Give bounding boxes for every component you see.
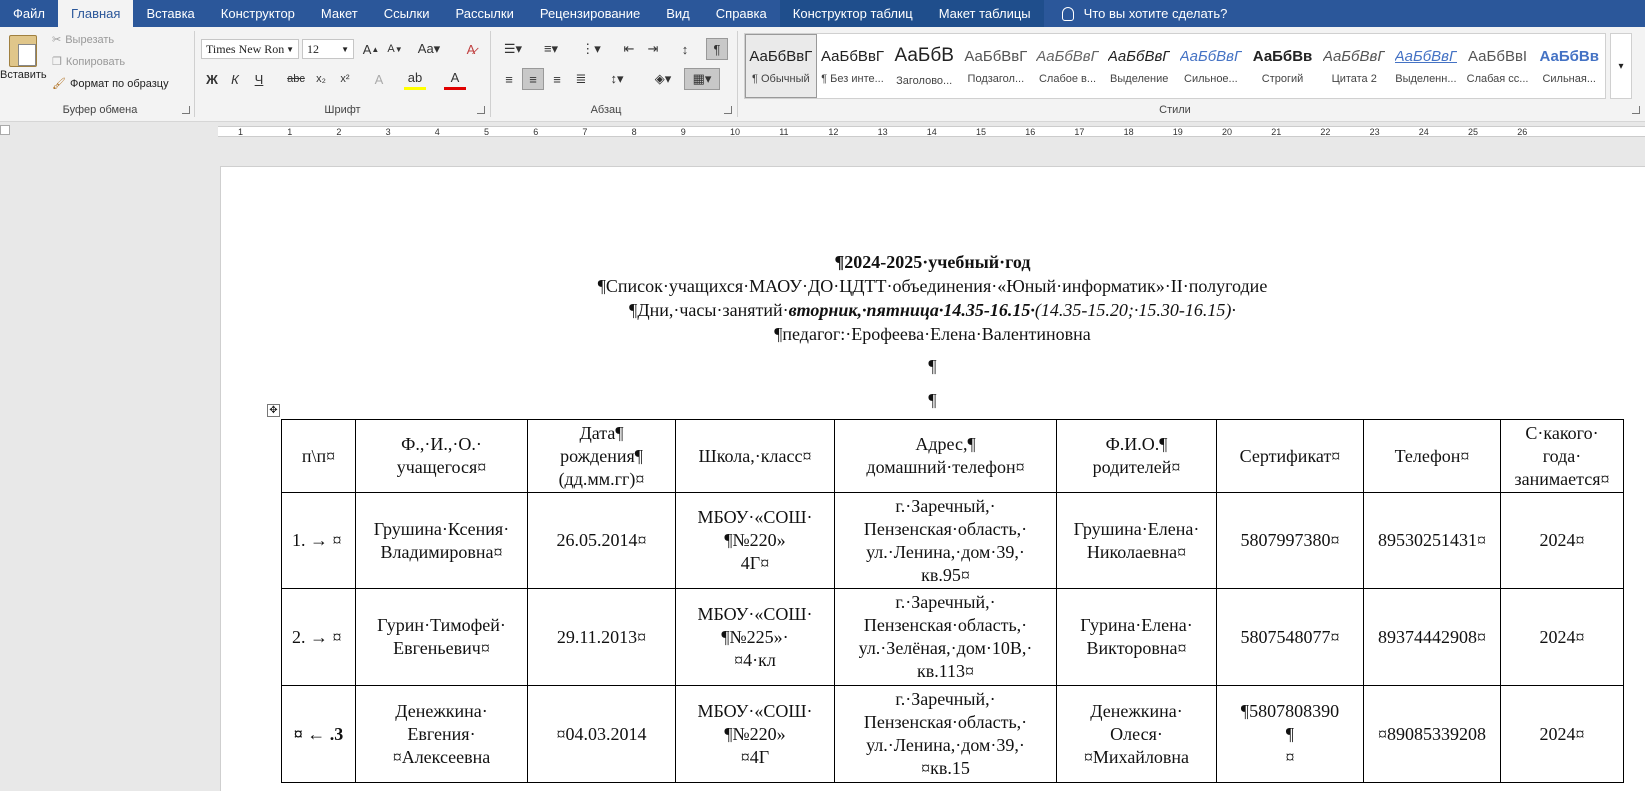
clear-formatting-icon[interactable]: A̷: [466, 41, 476, 57]
cut-button[interactable]: [52, 33, 114, 46]
ruler-number: 11: [779, 127, 789, 137]
ruler-number: 17: [1074, 127, 1085, 137]
copy-label: Копировать: [65, 55, 126, 68]
chevron-down-icon: ▾: [1618, 60, 1624, 72]
cell-fio[interactable]: Грушина·Ксения· Владимировна¤: [356, 493, 528, 589]
copy-button[interactable]: [52, 55, 125, 68]
doc-line-list-title[interactable]: ¶Список·учащихся·МАОУ·ДО·ЦДТТ·объединения·«Юный·информатик»·II·полугодие: [597, 276, 1268, 296]
ruler-number: 20: [1222, 127, 1233, 137]
cell-certificate[interactable]: ¶5807808390 ¶ ¤: [1217, 686, 1364, 783]
schedule-bold: вторник,·пятница·14.35-16.15·: [788, 300, 1035, 320]
underline-button[interactable]: Ч: [254, 71, 264, 87]
style-sample: АаБбВвГ: [1322, 47, 1386, 65]
style-sample: АаБбВв: [1539, 47, 1599, 65]
style-sample: АаБбВвГ: [820, 47, 885, 65]
cell-num[interactable]: 1. → ¤: [282, 493, 356, 589]
tab-insert[interactable]: Вставка: [146, 6, 195, 21]
doc-empty-paragraph[interactable]: ¶: [928, 390, 937, 410]
style-subtle-emphasis[interactable]: [1032, 34, 1104, 98]
ruler-number: 15: [976, 127, 987, 137]
style-sample: АаБбВвГ: [1179, 47, 1243, 65]
copy-icon: ❐: [52, 56, 62, 68]
ruler-number: 21: [1271, 127, 1282, 137]
paragraph-launcher-icon[interactable]: [724, 106, 732, 114]
ruler-number: 26: [1517, 127, 1528, 137]
ruler-number: 1: [287, 127, 293, 137]
table-row: [282, 589, 1624, 686]
tell-me-text: Что вы хотите сделать?: [1083, 6, 1228, 21]
tab-view[interactable]: Вид: [666, 6, 690, 21]
table-row: [282, 493, 1624, 589]
style-sample: АаБбВвГ: [964, 47, 1028, 65]
cell-num[interactable]: 2. → ¤: [282, 589, 356, 686]
style-name: Выделение: [1110, 72, 1169, 85]
tab-mailings[interactable]: Рассылки: [455, 6, 514, 21]
style-sample: АаБбВвГ: [1036, 47, 1099, 65]
ruler-strip: [218, 126, 1645, 137]
cell-fio[interactable]: Денежкина· Евгения· ¤Алексеевна: [356, 686, 528, 783]
ruler-number: 23: [1369, 127, 1380, 137]
cell-phone[interactable]: 89374442908¤: [1364, 589, 1501, 686]
ruler-number: 13: [877, 127, 888, 137]
style-name: Сильная...: [1542, 72, 1596, 85]
style-quote[interactable]: [1318, 34, 1390, 98]
tell-me-box[interactable]: [1044, 0, 1241, 27]
cell-dob[interactable]: 29.11.2013¤: [528, 589, 676, 686]
change-case-button[interactable]: Aa▾: [417, 41, 441, 56]
style-subtitle[interactable]: [960, 34, 1032, 98]
cell-dob[interactable]: 26.05.2014¤: [528, 493, 676, 589]
ribbon-home: [0, 27, 1645, 122]
group-divider: [490, 31, 491, 117]
ruler-number: 18: [1123, 127, 1134, 137]
cut-label: Вырезать: [65, 33, 115, 46]
styles-more-button[interactable]: [1610, 33, 1632, 99]
cell-school[interactable]: МБОУ·«СОШ· ¶№225»· ¤4·кл: [676, 589, 835, 686]
format-painter-button[interactable]: [52, 77, 169, 90]
style-intense-reference[interactable]: [1533, 34, 1605, 98]
clipboard-group-label: Буфер обмена: [62, 104, 138, 116]
chevron-down-icon: ▼: [341, 44, 349, 54]
paintbrush-icon: 🖌: [52, 78, 66, 90]
style-sample: АаБбВв: [1252, 47, 1313, 65]
doc-line-schedule[interactable]: [220, 300, 1645, 321]
cell-dob[interactable]: ¤04.03.2014: [528, 686, 676, 783]
style-name: Строгий: [1261, 72, 1304, 85]
line-spacing-button[interactable]: ↕▾: [610, 71, 624, 86]
style-normal[interactable]: [745, 34, 817, 98]
schedule-plain: ¶Дни,·часы·занятий·: [629, 300, 789, 320]
header-cell-fio[interactable]: Ф.,·И.,·О.· учащегося¤: [356, 420, 528, 493]
tab-selector[interactable]: [0, 125, 10, 135]
ribbon-tab-bar: [0, 0, 1645, 27]
style-name: Заголово...: [896, 75, 953, 87]
shading-button[interactable]: ◈▾: [654, 71, 672, 86]
cell-since[interactable]: 2024¤: [1501, 589, 1624, 686]
highlight-color-button[interactable]: ab: [404, 68, 426, 90]
header-cell-dob[interactable]: Дата¶ рождения¶ (дд.мм.гг)¤: [528, 420, 676, 493]
ruler-number: 22: [1320, 127, 1331, 137]
header-cell-certificate[interactable]: Сертификат¤: [1217, 420, 1364, 493]
bold-button[interactable]: Ж: [206, 71, 218, 87]
style-sample: АаБбВвГ: [1394, 47, 1458, 65]
tab-help[interactable]: Справка: [715, 6, 767, 21]
cell-parent[interactable]: Денежкина· Олеся· ¤Михайловна: [1057, 686, 1217, 783]
show-formatting-marks-button[interactable]: ¶: [706, 38, 728, 60]
font-launcher-icon[interactable]: [477, 106, 485, 114]
cell-since[interactable]: 2024¤: [1501, 493, 1624, 589]
tab-table-layout[interactable]: Макет таблицы: [926, 0, 1044, 27]
ruler-number: 10: [730, 127, 741, 137]
table-move-handle-icon[interactable]: ✥: [267, 404, 280, 417]
ruler-number: 19: [1172, 127, 1183, 137]
cell-parent[interactable]: Гурина·Елена· Викторовна¤: [1057, 589, 1217, 686]
scissors-icon: ✂: [52, 34, 62, 46]
text-effects-button[interactable]: A: [374, 71, 384, 87]
ruler-number: 1: [238, 127, 244, 137]
cell-num[interactable]: ¤ ← .3: [282, 686, 356, 783]
multilevel-list-button[interactable]: ⋮▾: [581, 41, 601, 56]
superscript-button[interactable]: x²: [340, 73, 350, 85]
align-left-button[interactable]: ≡: [505, 71, 513, 87]
styles-launcher-icon[interactable]: [1632, 106, 1640, 114]
doc-line-year[interactable]: ¶2024-2025·учебный·год: [834, 252, 1031, 272]
numbering-button[interactable]: ≡▾: [543, 41, 559, 56]
style-name: Выделенн...: [1395, 72, 1457, 85]
ruler-number: 5: [484, 127, 490, 137]
tab-file[interactable]: Файл: [13, 6, 45, 21]
cell-parent[interactable]: Грушина·Елена· Николаевна¤: [1057, 493, 1217, 589]
ruler-number: 3: [385, 127, 391, 137]
schedule-italic: (14.35-15.20;·15.30-16.15)·: [1034, 300, 1236, 320]
style-strong[interactable]: [1247, 34, 1319, 98]
tab-design[interactable]: Конструктор: [220, 6, 295, 21]
style-intense-quote[interactable]: [1390, 34, 1462, 98]
doc-empty-paragraph[interactable]: ¶: [928, 356, 937, 376]
borders-button[interactable]: ▦▾: [684, 68, 720, 90]
lightbulb-icon: [1062, 7, 1074, 21]
sort-button[interactable]: ↕: [681, 41, 689, 57]
ruler-number: 25: [1468, 127, 1479, 137]
paste-icon[interactable]: [9, 35, 37, 67]
header-cell-school[interactable]: Школа,·класс¤: [676, 420, 835, 493]
subscript-button[interactable]: x₂: [316, 73, 326, 85]
font-size-value: 12: [307, 41, 319, 56]
ruler-number: 6: [533, 127, 539, 137]
format-painter-label: Формат по образцу: [69, 77, 169, 90]
style-name: Сильное...: [1184, 72, 1238, 85]
cell-certificate[interactable]: 5807997380¤: [1217, 493, 1364, 589]
style-name: Подзагол...: [967, 72, 1025, 85]
table-row: [282, 686, 1624, 783]
tab-table-design[interactable]: Конструктор таблиц: [780, 0, 926, 27]
align-right-button[interactable]: ≡: [553, 71, 561, 87]
decrease-indent-button[interactable]: ⇤: [623, 41, 635, 56]
style-sample: АаБбВвГ: [1107, 47, 1171, 65]
italic-button[interactable]: К: [231, 71, 239, 87]
increase-indent-button[interactable]: ⇥: [647, 41, 659, 56]
ruler-number: 12: [828, 127, 839, 137]
ruler-number: 4: [434, 127, 440, 137]
strikethrough-button[interactable]: abc: [287, 73, 305, 85]
group-divider: [194, 31, 195, 117]
cell-address[interactable]: г.·Заречный,· Пензенская·область,· ул.·Ленина,·дом·39,· кв.95¤: [835, 493, 1057, 589]
bullets-button[interactable]: ☰▾: [503, 41, 523, 56]
cell-certificate[interactable]: 5807548077¤: [1217, 589, 1364, 686]
header-cell-phone[interactable]: Телефон¤: [1364, 420, 1501, 493]
ruler-number: 8: [631, 127, 637, 137]
cell-since[interactable]: 2024¤: [1501, 686, 1624, 783]
clipboard-launcher-icon[interactable]: [182, 106, 190, 114]
students-table: [281, 419, 1624, 783]
font-group-label: Шрифт: [324, 104, 361, 116]
font-name-value: Times New Ron: [206, 41, 285, 56]
cell-phone[interactable]: ¤89085339208: [1364, 686, 1501, 783]
style-subtle-reference[interactable]: [1462, 34, 1534, 98]
align-center-button[interactable]: ≡: [522, 68, 544, 90]
cell-address[interactable]: г.·Заречный,· Пензенская·область,· ул.·Зелёная,·дом·10В,· кв.113¤: [835, 589, 1057, 686]
font-size-box[interactable]: [302, 39, 354, 59]
cell-fio[interactable]: Гурин·Тимофей· Евгеньевич¤: [356, 589, 528, 686]
font-color-button[interactable]: A: [444, 68, 466, 90]
doc-line-teacher[interactable]: ¶педагог:·Ерофеева·Елена·Валентиновна: [774, 324, 1091, 344]
group-divider: [737, 31, 738, 117]
header-cell-parents[interactable]: Ф.И.О.¶ родителей¤: [1057, 420, 1217, 493]
paste-button-label[interactable]: Вставить: [0, 69, 47, 81]
paragraph-group-label: Абзац: [590, 104, 622, 116]
tab-references[interactable]: Ссылки: [383, 6, 430, 21]
styles-gallery: [744, 33, 1606, 99]
cell-address[interactable]: г.·Заречный,· Пензенская·область,· ул.·Ленина,·дом·39,· ¤кв.15: [835, 686, 1057, 783]
style-sample: АаБбВвІ: [1468, 47, 1528, 65]
tab-review[interactable]: Рецензирование: [539, 6, 641, 21]
header-cell-since[interactable]: С·какого· года· занимается¤: [1501, 420, 1624, 493]
ruler-number: 9: [680, 127, 686, 137]
ruler-number: 14: [926, 127, 937, 137]
tab-layout[interactable]: Макет: [320, 6, 358, 21]
style-name: ¶ Без инте...: [821, 72, 884, 85]
style-sample: АаБбВ: [894, 45, 954, 66]
ruler-number: 24: [1418, 127, 1429, 137]
style-sample: АаБбВвГ: [749, 47, 813, 65]
cell-phone[interactable]: 89530251431¤: [1364, 493, 1501, 589]
styles-group-label: Стили: [1159, 104, 1191, 116]
header-cell-address[interactable]: Адрес,¶ домашний·телефон¤: [835, 420, 1057, 493]
header-cell-num[interactable]: п\п¤: [282, 420, 356, 493]
ruler-number: 2: [336, 127, 342, 137]
font-name-box[interactable]: [201, 39, 299, 59]
chevron-down-icon: ▼: [286, 44, 294, 54]
shrink-font-button[interactable]: A ▼: [387, 43, 403, 55]
ruler-number: 7: [582, 127, 588, 137]
style-name: Слабое в...: [1038, 72, 1097, 85]
style-name: Цитата 2: [1331, 72, 1377, 85]
grow-font-button[interactable]: A ▲: [362, 41, 380, 57]
style-no-spacing[interactable]: [817, 34, 889, 98]
ruler-number: 16: [1025, 127, 1036, 137]
table-header-row: [282, 420, 1624, 493]
horizontal-ruler[interactable]: [0, 122, 1645, 140]
style-name: Слабая сс...: [1466, 72, 1529, 85]
style-name: ¶ Обычный: [752, 72, 810, 85]
style-emphasis[interactable]: [1103, 34, 1175, 98]
style-heading1[interactable]: [888, 34, 960, 98]
cell-school[interactable]: МБОУ·«СОШ· ¶№220» 4Г¤: [676, 493, 835, 589]
cell-school[interactable]: МБОУ·«СОШ· ¶№220» ¤4Г: [676, 686, 835, 783]
style-intense-emphasis[interactable]: [1175, 34, 1247, 98]
tab-home[interactable]: Главная: [58, 0, 133, 27]
justify-button[interactable]: ≣: [575, 71, 587, 86]
